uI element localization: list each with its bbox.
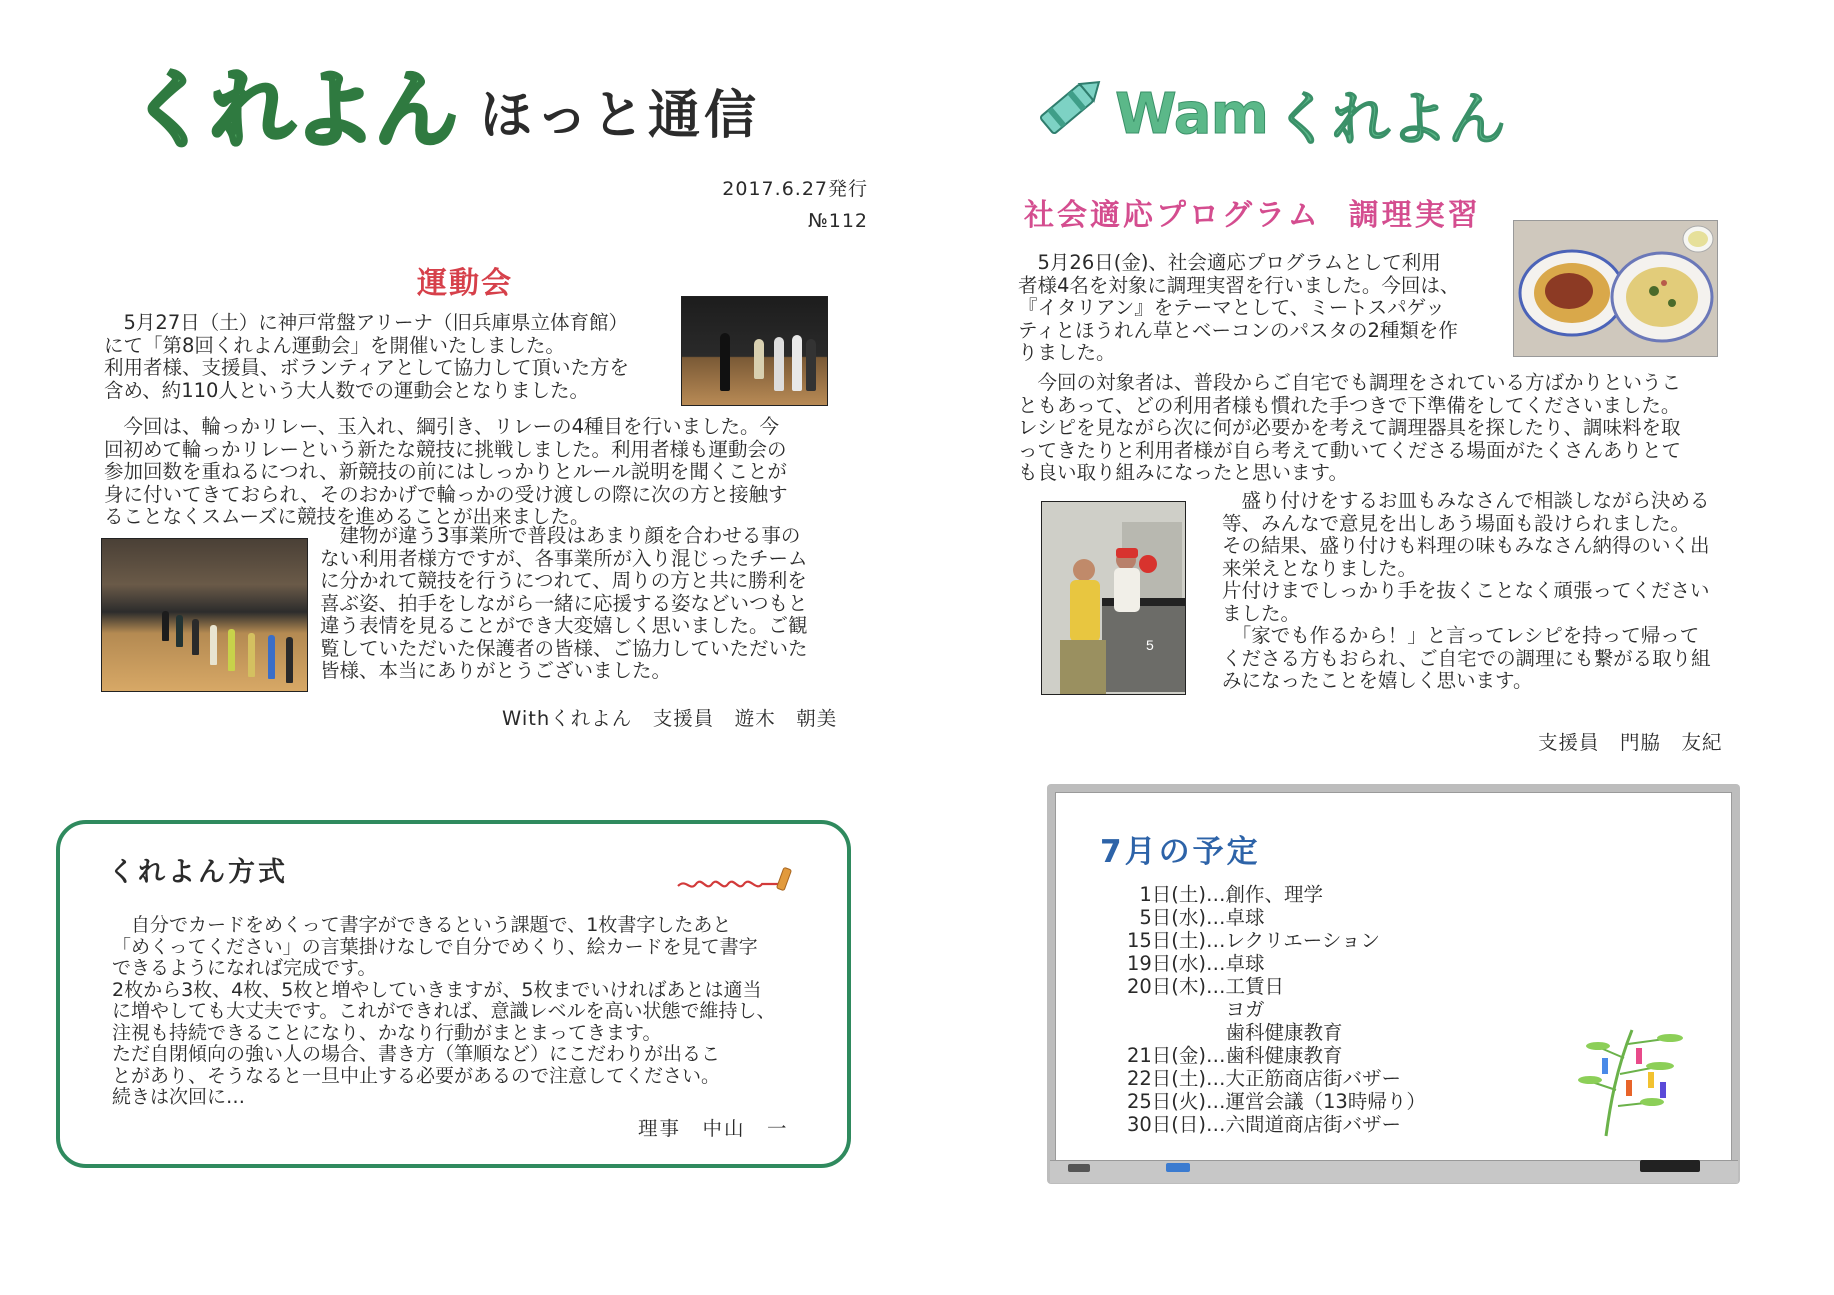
- schedule-day: 20日(木): [1126, 975, 1206, 998]
- method-body-text: 自分でカードをめくって書字ができるという課題で、1枚書字したあと 「めくってください」の言葉掛けなしで自分でめくり、絵カードを見て書字 できるようになれば完成です。 2枚から3枚、4枚、5枚と増やしていきますが、5枚までいければあとは適当 に増やしても大丈夫です。これができれば、意識レベルを高い状態で維持し、 注視も持続できることになり、かなり行動がまとまってきます。 ただ自閉傾向の強い人の場合、書き方（筆順など）にこだわりが出るこ とがあり、そうなると一旦中止する必要があるので注意してください。 続きは次回に…: [112, 914, 776, 1108]
- article-title-sports-day: 運動会: [417, 266, 513, 301]
- schedule-day: [1090, 998, 1206, 1021]
- schedule-item: [1090, 952, 1426, 975]
- schedule-event: …大正筋商店街バザー: [1206, 1067, 1402, 1090]
- issue-date: 2017.6.27発行: [722, 178, 868, 200]
- schedule-item: [1090, 1090, 1426, 1113]
- schedule-event: …運営会議（13時帰り）: [1206, 1090, 1426, 1113]
- pasta-dishes-illustration: [1514, 221, 1717, 356]
- schedule-event: …卓球: [1206, 952, 1265, 975]
- article-title-program: 社会適応プログラム: [1024, 198, 1321, 233]
- article-paragraph-2: 今回は、輪っかリレー、玉入れ、綱引き、リレーの4種目を行いました。今 回初めて輪っかリレーという新たな競技に挑戦しました。利用者様も運動会の 参加回数を重ねるにつれ、新競技の前にはしっかりとルール説明を聞くことが 身に付いてきておられ、そのおかげで輪っかの受け渡しの際に次の方と接触す ることなくスムーズに競技を進めることが出来ました。: [104, 415, 788, 528]
- schedule-day: [1090, 1021, 1206, 1044]
- method-box-title: くれよん方式: [108, 857, 288, 888]
- schedule-item: [1090, 1021, 1426, 1044]
- schedule-event: …レクリエーション: [1206, 929, 1380, 952]
- schedule-day: 1日(土): [1139, 883, 1206, 906]
- schedule-item: [1090, 1113, 1426, 1136]
- cooking-photo: [1041, 501, 1186, 695]
- schedule-title: 7月の予定: [1100, 834, 1261, 870]
- schedule-item: [1090, 906, 1426, 929]
- eraser: [1640, 1160, 1700, 1172]
- cooking-author: 支援員 門脇 友紀: [1538, 731, 1723, 754]
- pasta-photo: [1513, 220, 1718, 357]
- tug-of-war-photo: [101, 538, 308, 692]
- schedule-day: 15日(土): [1126, 929, 1206, 952]
- left-masthead: [128, 52, 761, 159]
- crayon-icon: [1030, 64, 1114, 148]
- schedule-event: …六間道商店街バザー: [1206, 1113, 1402, 1136]
- whiteboard-tray: [1050, 1160, 1738, 1183]
- marker-blue: [1166, 1163, 1190, 1172]
- schedule-event: …歯科健康教育: [1206, 1044, 1343, 1067]
- article-title-cooking-practice: 調理実習: [1348, 198, 1481, 233]
- svg-text:5: 5: [1146, 637, 1154, 653]
- marker-black: [1068, 1164, 1090, 1172]
- pencil-scribble-icon: [676, 862, 802, 896]
- schedule-list: [1090, 883, 1426, 1136]
- schedule-event: …創作、理学: [1206, 883, 1324, 906]
- article-author: Withくれよん 支援員 遊木 朝美: [502, 707, 838, 730]
- schedule-item: [1090, 883, 1426, 906]
- issue-number: №112: [807, 210, 868, 232]
- schedule-item: [1090, 1067, 1426, 1090]
- article-paragraph-3: 建物が違う3事業所で普段はあまり顔を合わせる事の ない利用者様方ですが、各事業所が入り混じったチーム に分かれて競技を行うにつれて、周りの方と共に勝利を 喜ぶ姿、拍手をしながら一緒に応援する姿などいつもと 違う表情を見ることができ大変嬉しく思いました。ご観 覧していただいた保護者の皆様、ご協力していただいた 皆様、本当にありがとうございました。: [320, 524, 808, 682]
- schedule-item: [1090, 1044, 1426, 1067]
- article-title-cooking: [1024, 190, 1481, 234]
- cooking-paragraph-1: 5月26日(金)、社会適応プログラムとして利用 者様4名を対象に調理実習を行いました。今回は、 『イタリアン』をテーマとして、ミートスパゲッ ティとほうれん草とベーコンのパスタの2種類を作 りました。: [1018, 251, 1460, 364]
- schedule-day: 22日(土): [1126, 1067, 1206, 1090]
- schedule-day: 19日(水): [1126, 952, 1206, 975]
- method-author: 理事 中山 一: [638, 1117, 789, 1140]
- schedule-day: 5日(水): [1139, 906, 1206, 929]
- right-masthead: [1115, 72, 1506, 156]
- article-paragraph-1: 5月27日（土）に神戸常盤アリーナ（旧兵庫県立体育館） にて「第8回くれよん運動会」を開催いたしました。 利用者様、支援員、ボランティアとして協力して頂いた方を 含め、約110人という大人数での運動会となりました。: [104, 311, 629, 402]
- brand-logo-text: くれよん: [128, 61, 457, 159]
- schedule-item: [1090, 998, 1426, 1021]
- masthead-subtitle: ほっと通信: [480, 86, 761, 146]
- schedule-day: 25日(火): [1126, 1090, 1206, 1113]
- cooking-paragraph-2: 今回の対象者は、普段からご自宅でも調理をされている方ばかりというこ ともあって、どの利用者様も慣れた手つきで下準備をしてくださいました。 レシピを見ながら次に何が必要かを考えて調理器具を探したり、調味料を取 ってきたりと利用者様が自ら考えて動いてくださる場面がたくさんありとて も良い取り組みになったと思います。: [1018, 371, 1682, 484]
- ceremony-photo: [681, 296, 828, 406]
- cooking-scene-illustration: [1042, 502, 1185, 694]
- wam-logo-text: Wam: [1115, 81, 1268, 147]
- schedule-event: ヨガ: [1206, 998, 1265, 1021]
- cooking-paragraph-3: 盛り付けをするお皿もみなさんで相談しながら決める 等、みんなで意見を出しあう場面も設けられました。 その結果、盛り付けも料理の味もみなさん納得のいく出 来栄えとなりました。 片付けまでしっかり手を抜くことなく頑張ってください ました。 「家でも作るから！」と言ってレシピを持って帰って くださる方もおられ、ご自宅での調理にも繋がる取り組 みになったことを嬉しく思います。: [1222, 489, 1711, 692]
- wam-kureyon-text: くれよん: [1273, 85, 1506, 153]
- schedule-item: [1090, 975, 1426, 998]
- tanabata-bamboo-icon: [1576, 1010, 1688, 1138]
- schedule-event: …工賃日: [1206, 975, 1285, 998]
- schedule-day: 21日(金): [1126, 1044, 1206, 1067]
- schedule-event: 歯科健康教育: [1206, 1021, 1343, 1044]
- schedule-day: 30日(日): [1126, 1113, 1206, 1136]
- schedule-event: …卓球: [1206, 906, 1265, 929]
- schedule-item: [1090, 929, 1426, 952]
